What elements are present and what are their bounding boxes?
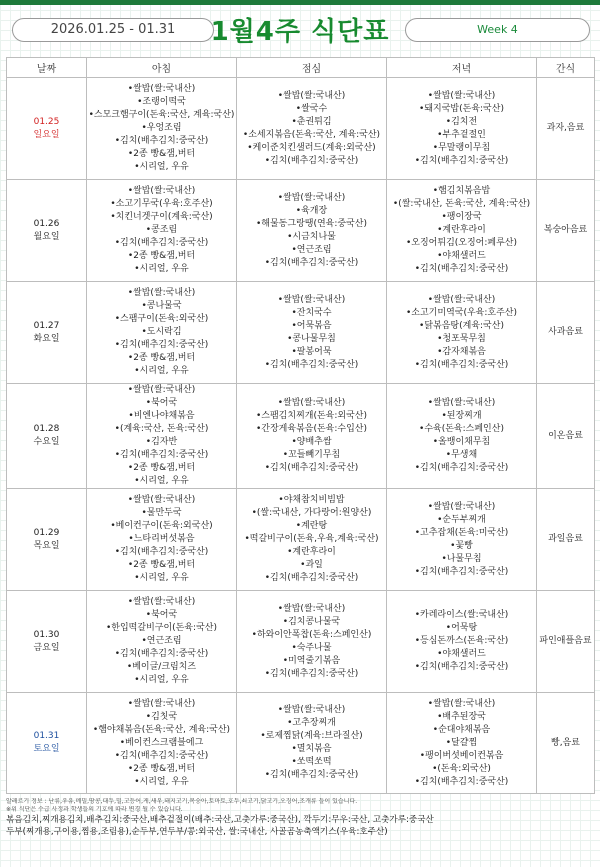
menu-item: • 연근조림 xyxy=(237,244,386,257)
menu-item: • 무생채 xyxy=(387,449,536,462)
lunch-cell xyxy=(237,180,387,282)
lunch-cell xyxy=(237,78,387,180)
menu-item: • 어묵탕 xyxy=(387,622,536,635)
origin-note-1: 볶음김치,찌개용김치,배추김치:중국산,배추겉절이(배추:국산,고춧가루:중국산), 깍두기:무우:국산, 고춧가루:중국산 xyxy=(6,815,434,825)
menu-item: • 김치(배추김치:중국산) xyxy=(237,359,386,372)
menu-item: • 야채참치비빔밥 xyxy=(237,494,386,507)
menu-item: • 북어국 xyxy=(87,609,236,622)
day-date: 01.29 xyxy=(33,527,60,538)
day-cell xyxy=(7,282,87,384)
menu-item: • 김치(배추김치:중국산) xyxy=(87,648,236,661)
menu-item: • 김치(배추김치:중국산) xyxy=(87,339,236,352)
lunch-cell xyxy=(237,693,387,794)
menu-item: • 김자반 xyxy=(87,436,236,449)
menu-item: • 순대야채볶음 xyxy=(387,724,536,737)
menu-item: • 쌀밥(쌀:국내산) xyxy=(87,384,236,397)
snack-cell: 이온음료 xyxy=(537,384,595,489)
table-row xyxy=(7,180,595,282)
breakfast-cell xyxy=(87,489,237,591)
menu-item: • 어묵볶음 xyxy=(237,320,386,333)
dinner-cell xyxy=(387,384,537,489)
menu-item: • 쌀국수 xyxy=(237,103,386,116)
page-title: 1월4주 식단표 xyxy=(210,17,390,47)
menu-item: • 쌀밥(쌀:국내산) xyxy=(387,698,536,711)
day-date: 01.31 xyxy=(33,731,60,741)
dinner-cell xyxy=(387,591,537,693)
menu-item: • 김치(배추김치:중국산) xyxy=(387,263,536,276)
day-weekday: 토요일 xyxy=(33,744,60,754)
day-cell xyxy=(7,693,87,794)
menu-item: • 조랭이떡국 xyxy=(87,96,236,109)
menu-item: • 청포묵무침 xyxy=(387,333,536,346)
menu-item: • 김치(배추김치:중국산) xyxy=(87,750,236,763)
menu-item: • 쌀밥(쌀:국내산) xyxy=(237,397,386,410)
menu-item: • 2종 빵&잼,버터 xyxy=(87,763,236,776)
menu-item: • 쌀밥(쌀:국내산) xyxy=(387,397,536,410)
menu-item: • 스팸김치찌개(돈육:외국산) xyxy=(237,410,386,423)
menu-item: • 김치콩나물국 xyxy=(237,616,386,629)
menu-item: • 수육(돈육:스페인산) xyxy=(387,423,536,436)
menu-item: • 하와이안폭찹(돈육:스페인산) xyxy=(237,629,386,642)
menu-item: • 김치(배추김치:중국산) xyxy=(87,449,236,462)
table-row xyxy=(7,591,595,693)
menu-body xyxy=(7,78,595,794)
menu-item: • 팽이버섯베이컨볶음 xyxy=(387,750,536,763)
menu-item: • 팔봉어묵 xyxy=(237,346,386,359)
menu-item: • 베이컨스크램블에그 xyxy=(87,737,236,750)
menu-item: • 한입떡갈비구이(돈육:국산) xyxy=(87,622,236,635)
menu-item: • 2종 빵&잼,버터 xyxy=(87,250,236,263)
menu-item: • 시리얼, 우유 xyxy=(87,263,236,276)
snack-cell: 과일음료 xyxy=(537,489,595,591)
snack-cell: 빵,음료 xyxy=(537,693,595,794)
menu-item: • 김치(배추김치:중국산) xyxy=(237,668,386,681)
day-date: 01.28 xyxy=(33,424,60,434)
menu-item: • 쌀밥(쌀:국내산) xyxy=(87,698,236,711)
menu-item: • 계란후라이 xyxy=(387,224,536,237)
breakfast-cell xyxy=(87,78,237,180)
day-weekday: 목요일 xyxy=(33,540,60,551)
table-row xyxy=(7,78,595,180)
menu-item: • 김치(배추김치:중국산) xyxy=(387,661,536,674)
column-header-breakfast: 아침 xyxy=(87,58,237,78)
header xyxy=(0,5,600,55)
dinner-cell xyxy=(387,78,537,180)
menu-item: • 연근조림 xyxy=(87,635,236,648)
menu-item: • 돼지국밥(돈육:국산) xyxy=(387,103,536,116)
menu-item: • 춘권튀김 xyxy=(237,116,386,129)
menu-item: • 카레라이스(쌀:국내산) xyxy=(387,609,536,622)
menu-item: • 해물동그랑땡(연육:중국산) xyxy=(237,218,386,231)
change-note: ※위 식단은 수급 사정과 학생들의 기호에 따라 변경 될 수 있습니다. xyxy=(6,806,183,813)
menu-item: • 김칫국 xyxy=(87,711,236,724)
menu-item: • 김치(배추김치:중국산) xyxy=(387,359,536,372)
dinner-cell xyxy=(387,282,537,384)
column-header-snack: 간식 xyxy=(537,58,595,78)
menu-item: • 올뱅이채무침 xyxy=(387,436,536,449)
menu-item: • 멸치볶음 xyxy=(237,743,386,756)
menu-item: • 닭볶음탕(계육:국산) xyxy=(387,320,536,333)
menu-item: • (계육:국산, 돈육:국산) xyxy=(87,423,236,436)
menu-table xyxy=(6,57,595,794)
menu-item: • 시리얼, 우유 xyxy=(87,674,236,687)
menu-item: • 2종 빵&잼,버터 xyxy=(87,559,236,572)
menu-item: • 비엔나야채볶음 xyxy=(87,410,236,423)
table-row xyxy=(7,384,595,489)
snack-cell: 복숭아음료 xyxy=(537,180,595,282)
menu-item: • 과일 xyxy=(237,559,386,572)
menu-item: • 꽃빵 xyxy=(387,540,536,553)
menu-item: • 등심돈까스(돈육:국산) xyxy=(387,635,536,648)
menu-item: • 도시락김 xyxy=(87,326,236,339)
menu-item: • 콩나물국 xyxy=(87,300,236,313)
menu-item: • 시리얼, 우유 xyxy=(87,475,236,488)
menu-item: • 물만두국 xyxy=(87,507,236,520)
breakfast-cell xyxy=(87,282,237,384)
menu-item: • 오징어튀김(오징어:페루산) xyxy=(387,237,536,250)
menu-item: • 스팸구이(돈육:외국산) xyxy=(87,313,236,326)
menu-item: • 2종 빵&잼,버터 xyxy=(87,352,236,365)
menu-item: • 김치(배추김치:중국산) xyxy=(87,546,236,559)
menu-item: • 잔치국수 xyxy=(237,307,386,320)
menu-item: • 베이컨구이(돈육:외국산) xyxy=(87,520,236,533)
dinner-cell xyxy=(387,693,537,794)
week-label: Week 4 xyxy=(405,18,590,42)
menu-item: • 햄야채볶음(돈육:국산, 계육:국산) xyxy=(87,724,236,737)
menu-item: • 김치(배추김치:중국산) xyxy=(237,257,386,270)
menu-item: • 시리얼, 우유 xyxy=(87,161,236,174)
menu-item: • 야채샐러드 xyxy=(387,648,536,661)
menu-item: • 떡갈비구이(돈육,우육,계육:국산) xyxy=(237,533,386,546)
menu-item: • 쌀밥(쌀:국내산) xyxy=(237,192,386,205)
menu-item: • 2종 빵&잼,버터 xyxy=(87,148,236,161)
menu-item: • 계란탕 xyxy=(237,520,386,533)
menu-item: • 미역줄기볶음 xyxy=(237,655,386,668)
menu-item: • 시리얼, 우유 xyxy=(87,365,236,378)
menu-item: • 김치전 xyxy=(387,116,536,129)
day-date: 01.30 xyxy=(33,629,60,640)
snack-cell: 과자,음료 xyxy=(537,78,595,180)
menu-item: • 2종 빵&잼,버터 xyxy=(87,462,236,475)
menu-item: • 무말랭이무침 xyxy=(387,142,536,155)
menu-item: • 시리얼, 우유 xyxy=(87,572,236,585)
menu-item: • 간장게육볶음(돈육:수입산) xyxy=(237,423,386,436)
menu-item: • 콩조림 xyxy=(87,224,236,237)
menu-item: • 로제찜닭(계육:브라질산) xyxy=(237,730,386,743)
menu-item: • 스모크햄구이(돈육:국산, 계육:국산) xyxy=(87,109,236,122)
menu-item: • 김치(배추김치:중국산) xyxy=(387,155,536,168)
day-cell xyxy=(7,78,87,180)
breakfast-cell xyxy=(87,591,237,693)
menu-item: • 쌀밥(쌀:국내산) xyxy=(387,90,536,103)
day-date: 01.27 xyxy=(33,320,60,331)
menu-item: • (쌀:국내산, 돈육:국산, 계육:국산) xyxy=(387,198,536,211)
menu-item: • 김치(배추김치:중국산) xyxy=(87,237,236,250)
day-weekday: 일요일 xyxy=(33,129,60,140)
menu-item: • 소고기무국(우육:호주산) xyxy=(87,198,236,211)
column-header-lunch: 점심 xyxy=(237,58,387,78)
menu-item: • 베이글/크림치즈 xyxy=(87,661,236,674)
day-weekday: 수요일 xyxy=(33,437,60,447)
menu-item: • 부추겉절인 xyxy=(387,129,536,142)
day-date: 01.26 xyxy=(33,218,60,229)
table-row xyxy=(7,489,595,591)
day-date: 01.25 xyxy=(33,116,60,127)
column-header-date: 날짜 xyxy=(7,58,87,78)
menu-item: • 치킨너겟구이(계육:국산) xyxy=(87,211,236,224)
menu-item: • 쌀밥(쌀:국내산) xyxy=(87,83,236,96)
day-weekday: 금요일 xyxy=(33,642,60,653)
day-cell xyxy=(7,591,87,693)
menu-item: • 감자채볶음 xyxy=(387,346,536,359)
menu-item: • 양배추쌈 xyxy=(237,436,386,449)
menu-item: • 김치(배추김치:중국산) xyxy=(237,155,386,168)
menu-item: • 달걀찜 xyxy=(387,737,536,750)
menu-item: • 김치(배추김치:중국산) xyxy=(237,572,386,585)
day-weekday: 화요일 xyxy=(33,333,60,344)
menu-item: • 된장찌개 xyxy=(387,410,536,423)
menu-item: • 김치(배추김치:중국산) xyxy=(237,462,386,475)
menu-item: • 시리얼, 우유 xyxy=(87,776,236,789)
breakfast-cell xyxy=(87,384,237,489)
breakfast-cell xyxy=(87,180,237,282)
menu-item: • 쌀밥(쌀:국내산) xyxy=(87,596,236,609)
menu-item: • (쌀:국내산, 가다랑어:원양산) xyxy=(237,507,386,520)
menu-item: • 쌀밥(쌀:국내산) xyxy=(237,90,386,103)
menu-item: • 고추잡채(돈육:미국산) xyxy=(387,527,536,540)
menu-item: • 쌀밥(쌀:국내산) xyxy=(237,294,386,307)
lunch-cell xyxy=(237,591,387,693)
menu-item: • 김치(배추김치:중국산) xyxy=(387,776,536,789)
lunch-cell xyxy=(237,384,387,489)
day-weekday: 월요일 xyxy=(33,231,60,242)
lunch-cell xyxy=(237,489,387,591)
snack-cell: 사과음료 xyxy=(537,282,595,384)
menu-item: • 야채샐러드 xyxy=(387,250,536,263)
menu-item: • 소고기미역국(우육:호주산) xyxy=(387,307,536,320)
menu-item: • 쌀밥(쌀:국내산) xyxy=(87,494,236,507)
menu-item: • 육개장 xyxy=(237,205,386,218)
menu-item: • (돈육:외국산) xyxy=(387,763,536,776)
menu-item: • 햄김치볶음밥 xyxy=(387,185,536,198)
origin-note-2: 두부(찌개용,구이용,찜용,조림용),순두부,연두부/콩:외국산, 쌀:국내산, 사골곰농축액기스(우육:호주산) xyxy=(6,827,388,837)
menu-item: • 콩나물무침 xyxy=(237,333,386,346)
menu-item: • 쌀밥(쌀:국내산) xyxy=(237,603,386,616)
menu-item: • 쌀밥(쌀:국내산) xyxy=(387,501,536,514)
menu-item: • 시금치나물 xyxy=(237,231,386,244)
menu-item: • 느타리버섯볶음 xyxy=(87,533,236,546)
menu-item: • 우엉조림 xyxy=(87,122,236,135)
notes-section xyxy=(6,798,594,838)
menu-item: • 나물무침 xyxy=(387,553,536,566)
day-cell xyxy=(7,180,87,282)
menu-item: • 계란후라이 xyxy=(237,546,386,559)
table-row xyxy=(7,282,595,384)
menu-item: • 순두부찌개 xyxy=(387,514,536,527)
menu-item: • 케이준치킨샐러드(계육:외국산) xyxy=(237,142,386,155)
dinner-cell xyxy=(387,180,537,282)
table-row xyxy=(7,693,595,794)
snack-cell: 파인애플음료 xyxy=(537,591,595,693)
lunch-cell xyxy=(237,282,387,384)
menu-item: • 쌀밥(쌀:국내산) xyxy=(87,287,236,300)
menu-item: • 숙주나물 xyxy=(237,642,386,655)
menu-item: • 김치(배추김치:중국산) xyxy=(387,566,536,579)
day-cell xyxy=(7,489,87,591)
breakfast-cell xyxy=(87,693,237,794)
menu-item: • 소세지볶음(돈육:국산, 계육:국산) xyxy=(237,129,386,142)
table-header-row xyxy=(7,58,595,78)
menu-item: • 배추된장국 xyxy=(387,711,536,724)
menu-item: • 쌀밥(쌀:국내산) xyxy=(87,185,236,198)
menu-item: • 김치(배추김치:중국산) xyxy=(87,135,236,148)
menu-item: • 김치(배추김치:중국산) xyxy=(387,462,536,475)
allergy-note: 알레르기 정보 : 난류,우유,메밀,땅콩,대두,밀,고등어,게,새우,돼지고기,복숭아,토마토,호두,쇠고기,닭고기,오징어,조개류 들이 있습니다. xyxy=(6,798,358,805)
menu-item: • 쌀밥(쌀:국내산) xyxy=(237,704,386,717)
menu-item: • 북어국 xyxy=(87,397,236,410)
menu-item: • 꼬들빼기무침 xyxy=(237,449,386,462)
dinner-cell xyxy=(387,489,537,591)
column-header-dinner: 저녁 xyxy=(387,58,537,78)
menu-item: • 고추장찌개 xyxy=(237,717,386,730)
day-cell xyxy=(7,384,87,489)
menu-item: • 쌀밥(쌀:국내산) xyxy=(387,294,536,307)
menu-item: • 김치(배추김치:중국산) xyxy=(237,769,386,782)
menu-item: • 팽이장국 xyxy=(387,211,536,224)
menu-item: • 쏘떡쏘떡 xyxy=(237,756,386,769)
date-range: 2026.01.25 - 01.31 xyxy=(12,18,214,42)
